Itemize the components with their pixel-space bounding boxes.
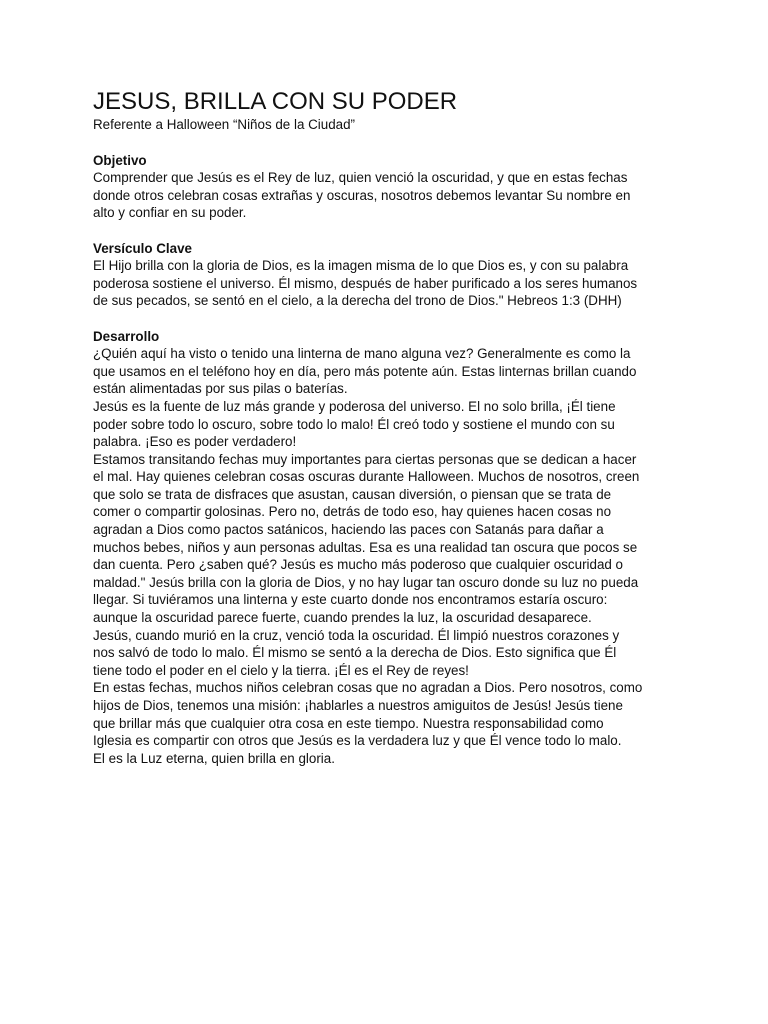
text-line: Estamos transitando fechas muy importantes para ciertas personas que se dedican a hacer — [93, 451, 637, 467]
text-line: palabra. ¡Eso es poder verdadero! — [93, 434, 297, 450]
section-heading: Desarrollo — [93, 328, 160, 344]
text-line: llegar. Si tuviéramos una linterna y este cuarto donde nos encontramos estaría oscuro: — [93, 592, 608, 608]
paragraph — [93, 451, 693, 627]
text-line: que solo se trata de disfraces que asustan, causan diversión, o piensan que se trata de — [93, 486, 612, 502]
text-line: donde otros celebran cosas extrañas y oscuras, nosotros debemos levantar Su nombre en — [93, 187, 631, 203]
section-heading: Objetivo — [93, 152, 147, 168]
text-line: Comprender que Jesús es el Rey de luz, quien venció la oscuridad, y que en estas fechas — [93, 170, 628, 186]
paragraph — [93, 679, 693, 749]
text-line: agradan a Dios como pactos satánicos, haciendo las paces con Satanás para dañar a — [93, 522, 604, 538]
text-line: Jesús es la fuente de luz más grande y poderosa del universo. El no solo brilla, ¡Él tiene — [93, 398, 616, 414]
section-versiculo-clave — [93, 240, 693, 310]
section-text — [93, 169, 693, 222]
paragraph — [93, 345, 693, 398]
text-line: nos salvó de todo lo malo. Él mismo se sentó a la derecha de Dios. Esto significa que Él — [93, 645, 617, 661]
text-line: que usamos en el teléfono hoy en día, pero más potente aún. Estas linternas brillan cuando — [93, 363, 637, 379]
document-page — [93, 88, 693, 767]
text-line: están alimentadas por sus pilas o baterías. — [93, 381, 348, 397]
text-line: poder sobre todo lo oscuro, sobre todo lo malo! Él creó todo y sostiene el mundo con su — [93, 416, 615, 432]
section-desarrollo — [93, 328, 693, 768]
paragraph — [93, 398, 693, 451]
text-line: el mal. Hay quienes celebran cosas oscuras durante Halloween. Muchos de nosotros, creen — [93, 469, 640, 485]
section-heading: Versículo Clave — [93, 240, 192, 256]
text-line: En estas fechas, muchos niños celebran cosas que no agradan a Dios. Pero nosotros, como — [93, 680, 643, 696]
text-line: alto y confiar en su poder. — [93, 205, 247, 221]
text-line: comer o compartir golosinas. Pero no, detrás de todo eso, hay quienes hacen cosas no — [93, 504, 612, 520]
paragraph — [93, 750, 693, 768]
text-line: tiene todo el poder en el cielo y la tierra. ¡Él es el Rey de reyes! — [93, 662, 469, 678]
paragraph — [93, 627, 693, 680]
text-line: El es la Luz eterna, quien brilla en gloria. — [93, 750, 335, 766]
text-line: poderosa sostiene el universo. Él mismo, después de haber purificado a los seres humanos — [93, 275, 638, 291]
text-line: de sus pecados, se sentó en el cielo, a la derecha del trono de Dios." Hebreos 1:3 (DHH) — [93, 293, 622, 309]
text-line: Iglesia es compartir con otros que Jesús es la verdadera luz y que Él vence todo lo malo. — [93, 733, 622, 749]
text-line: ¿Quién aquí ha visto o tenido una linterna de mano alguna vez? Generalmente es como la — [93, 346, 631, 362]
text-line: hijos de Dios, tenemos una misión: ¡hablarles a nuestros amiguitos de Jesús! Jesús tiene — [93, 698, 623, 713]
text-line: maldad." Jesús brilla con la gloria de Dios, y no hay lugar tan oscuro donde su luz no pueda — [93, 574, 639, 590]
text-line: muchos bebes, niños y aun personas adultas. Esa es una realidad tan oscura que pocos se — [93, 539, 638, 555]
text-line: aunque la oscuridad parece fuerte, cuando prendes la luz, la oscuridad desaparece. — [93, 610, 592, 626]
text-line: que brillar más que cualquier otra cosa en este tiempo. Nuestra responsabilidad como — [93, 715, 604, 731]
section-text — [93, 257, 693, 310]
section-objetivo — [93, 152, 693, 222]
document-subtitle: Referente a Halloween “Niños de la Ciudad” — [93, 117, 356, 132]
text-line: Jesús, cuando murió en la cruz, venció toda la oscuridad. Él limpió nuestros corazones y — [93, 627, 620, 643]
text-line: El Hijo brilla con la gloria de Dios, es la imagen misma de lo que Dios es, y con su palabra — [93, 258, 629, 274]
text-line: dan cuenta. Pero ¿saben qué? Jesús es mucho más poderoso que cualquier oscuridad o — [93, 557, 624, 573]
document-title: JESUS, BRILLA CON SU PODER — [93, 88, 458, 115]
